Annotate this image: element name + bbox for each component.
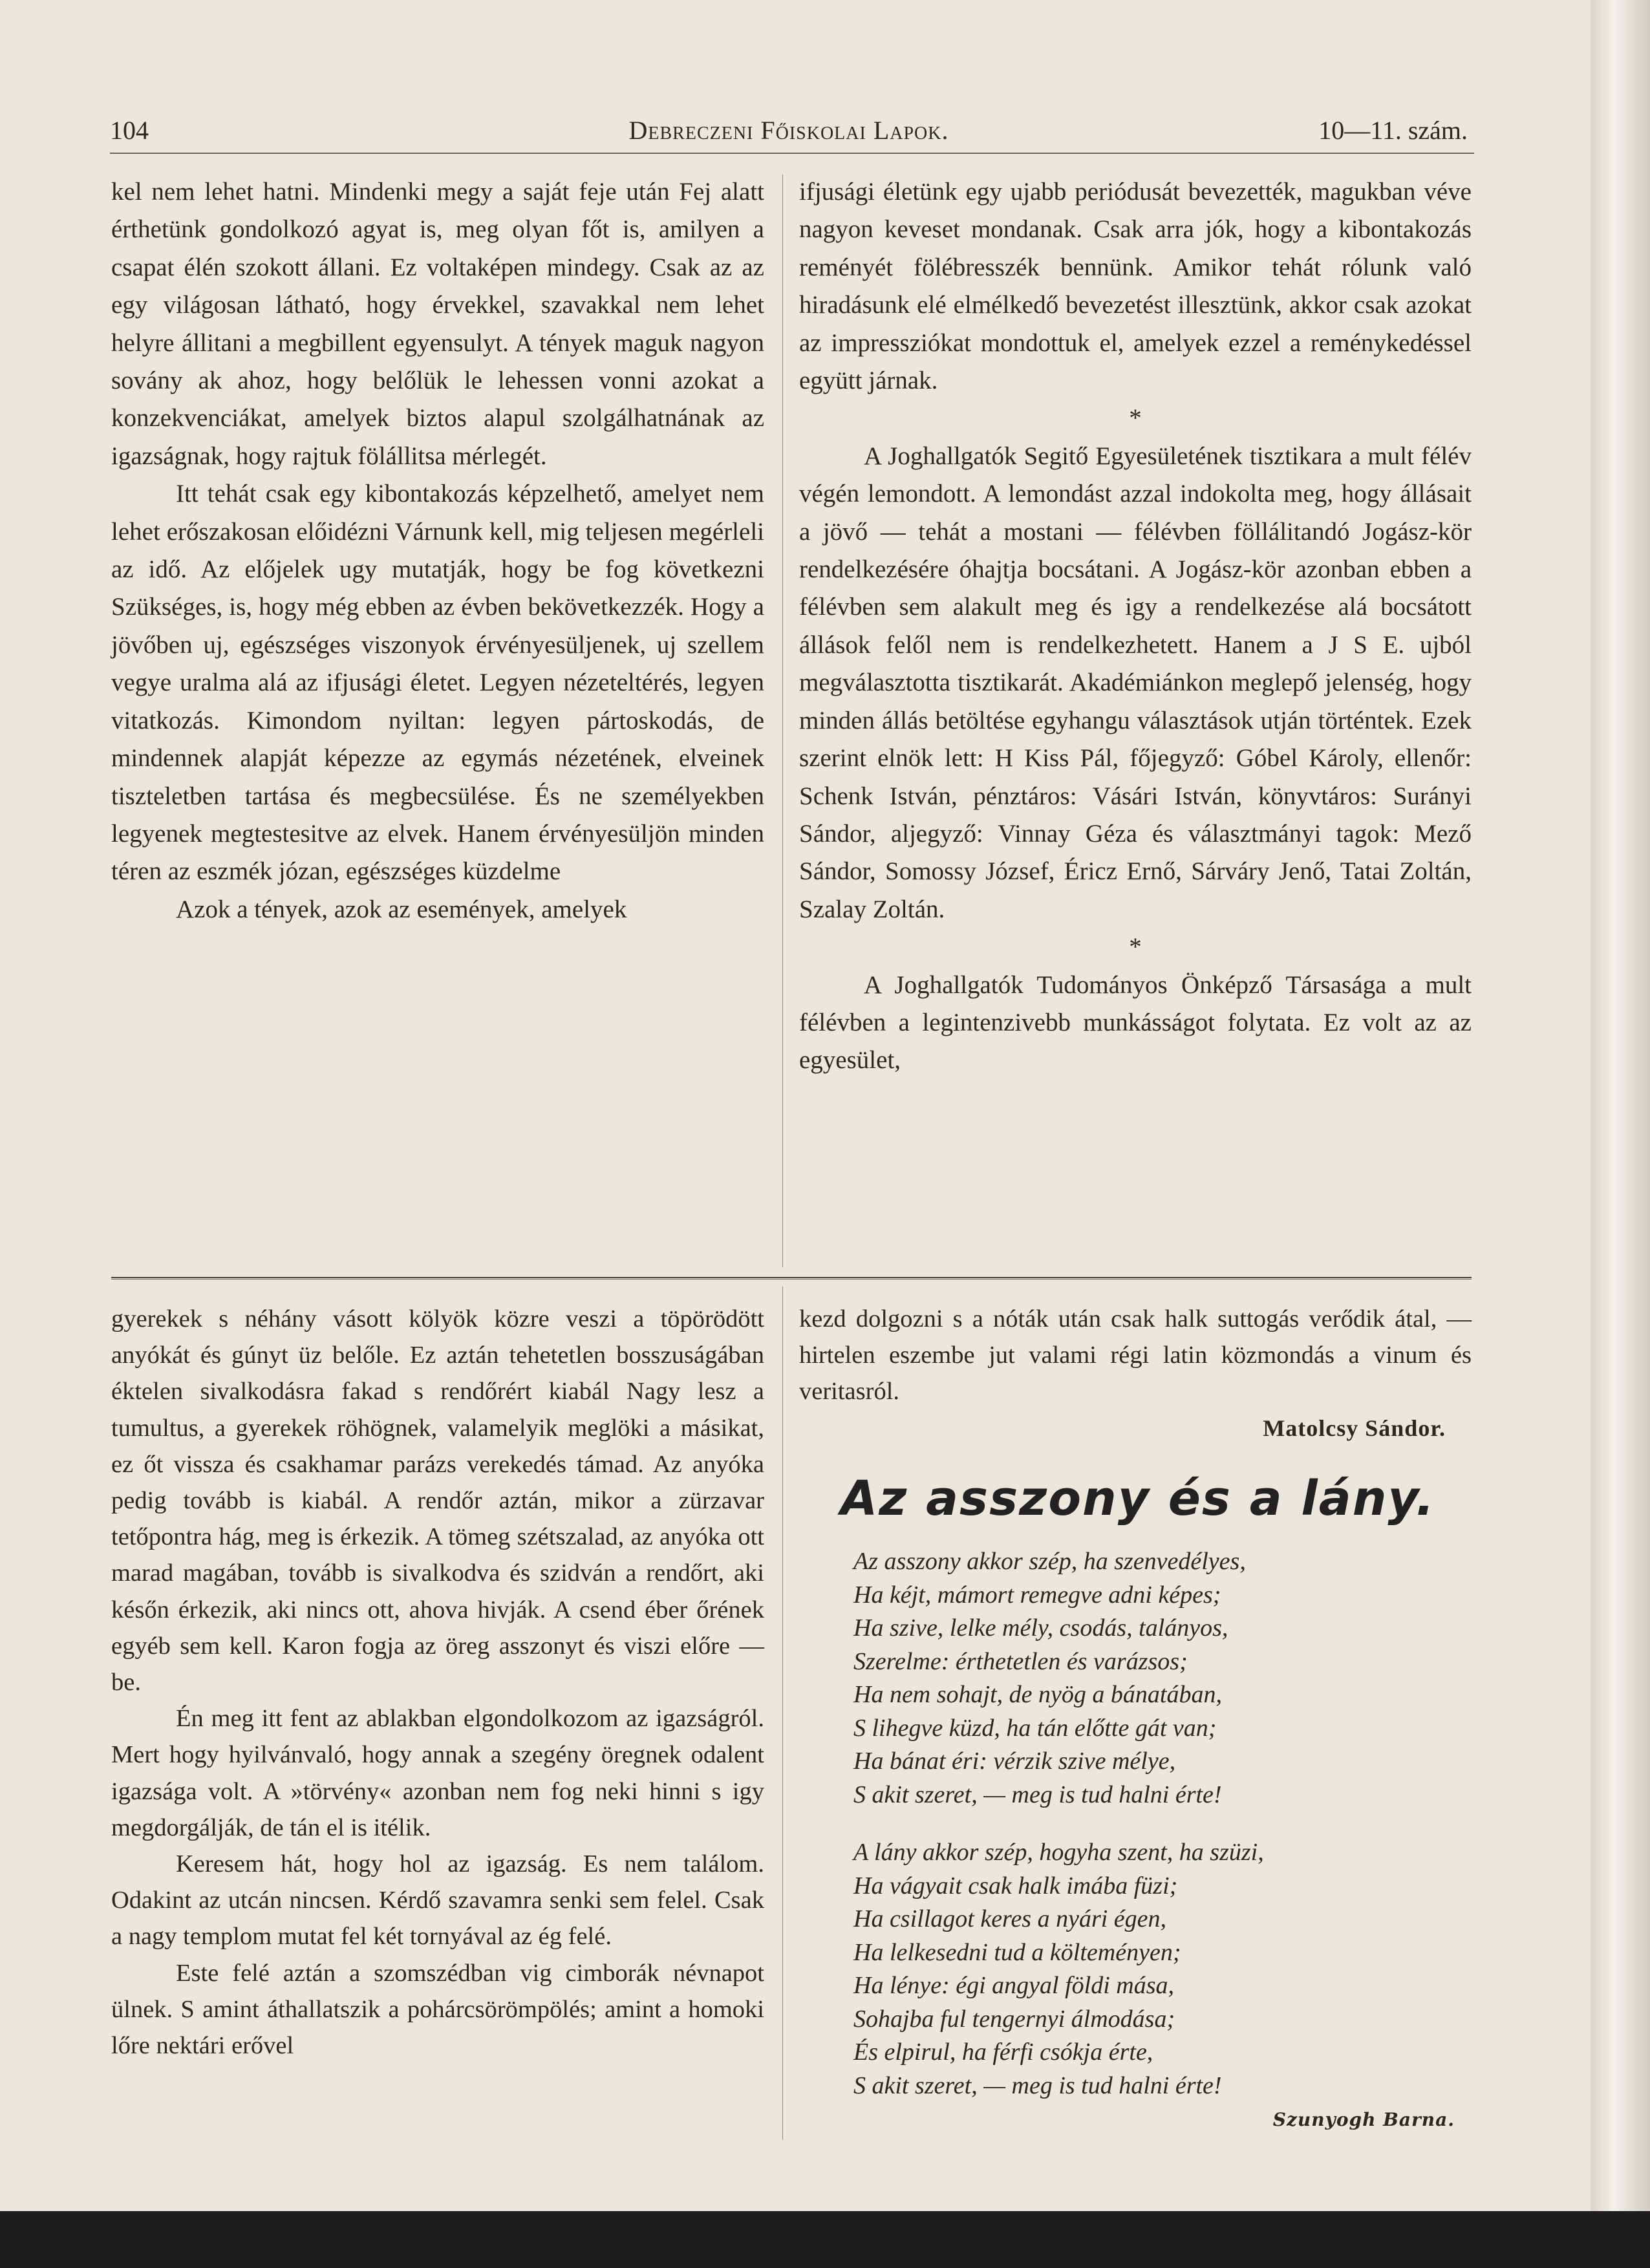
poem-line: Ha lelkesedni tud a költeményen; bbox=[853, 1938, 1181, 1966]
paragraph: kel nem lehet hatni. Mindenki megy a saját feje után Fej alatt érthetünk gondolkozó agyat is, meg olyan főt is, amilyen a csapat élén szokott állani. Ez voltaképen mindegy. Csak az az egy világosan látható, hogy érvekkel, szavakkal nem lehet helyre állitani a megbillent egyensulyt. A tények maguk nagyon sovány ak ahoz, hogy belőlük le lehessen vonni azokat a konzekvenciákat, amelyek biztos alapul szolgálhatnának az igazságnak, hogy rajtuk fölállitsa mérlegét. bbox=[111, 178, 764, 470]
upper-left-column bbox=[111, 173, 764, 928]
header-rule bbox=[110, 153, 1474, 154]
poem-line: Ha bánat éri: vérzik szive mélye, bbox=[853, 1748, 1176, 1775]
poem-signature: Szunyogh Barna. bbox=[1272, 2109, 1455, 2130]
column-divider bbox=[782, 1287, 783, 2140]
paragraph: Itt tehát csak egy kibontakozás képzelhető, amelyet nem lehet erőszakosan előidézni Várnunk kell, mig teljesen megérleli az idő. Az előjelek ugy mutatják, hogy be fog következni Szükséges, is, hogy még ebben az évben bekövetkezzék. Hogy a jövőben uj, egészséges viszonyok érvényesüljenek, uj szellem vegye uralma alá az ifjusági életet. Legyen nézeteltérés, legyen vitatkozás. Kimondom nyiltan: legyen pártoskodás, de mindennek alapját képezze az egymás nézetének, elveinek tiszteletben tartása és megbecsülése. És ne személyekben legyenek megtestesitve az elvek. Hanem érvényesüljön minden téren az eszmék józan, egészséges küzdelme bbox=[111, 480, 764, 886]
poem-line: Az asszony akkor szép, ha szenvedélyes, bbox=[853, 1548, 1246, 1575]
poem-line: Sohajba ful tengernyi álmodása; bbox=[853, 2005, 1175, 2033]
poem-line: Ha vágyait csak halk imába füzi; bbox=[853, 1872, 1178, 1899]
section-separator: * bbox=[1129, 404, 1142, 433]
publication-title: Debreczeni Főiskolai Lapok. bbox=[628, 116, 949, 145]
page-number: 104 bbox=[110, 116, 149, 145]
lower-right-column bbox=[799, 1301, 1472, 1446]
page-edge-shadow bbox=[1591, 0, 1650, 2268]
poem-stanza bbox=[853, 1836, 1474, 2102]
paragraph: Keresem hát, hogy hol az igazság. Es nem találom. Odakint az utcán nincsen. Kérdő szavamra senki sem felel. Csak a nagy templom mutat fel két tornyával az ég felé. bbox=[111, 1850, 764, 1951]
paragraph: Én meg itt fent az ablakban elgondolkozom az igazságról. Mert hogy hyilvánvaló, hogy annak a szegény öregnek odalent igazsága volt. A »törvény« azonban nem fog neki hinni s igy megdorgálják, de tán el is itélik. bbox=[111, 1705, 764, 1841]
poem-line: Ha nem sohajt, de nyög a bánatában, bbox=[853, 1681, 1222, 1708]
poem-line: Ha szive, lelke mély, csodás, talányos, bbox=[853, 1614, 1228, 1642]
paragraph: kezd dolgozni s a nóták után csak halk suttogás verődik átal, — hirtelen eszembe jut valami régi latin közmondás a vinum és veritasról. bbox=[799, 1305, 1472, 1406]
paragraph: A Joghallgatók Tudományos Önképző Társasága a mult félévben a legintenzivebb munkásságot folytata. Ez volt az az egyesület, bbox=[799, 970, 1472, 1075]
paragraph: gyerekek s néhány vásott kölyök közre veszi a töpörödött anyókát és gúnyt üz belőle. Ez aztán tehetetlen bosszuságában éktelen sivalkodásra fakad s rendőrért kiabál Nagy lesz a tumultus, a gyerekek röhögnek, valamelyik meglöki a másikat, ez őt vissza és csakhamar parázs verekedés támad. Az anyóka pedig tovább is kiabál. A rendőr aztán, mikor a zürzavar tetőpontra hág, meg is érkezik. A tömeg szétszalad, az anyóka ott marad magában, tovább is sivalkodva és szidván a rendőrt, aki későn érkezik, aki nincs ott, ahova hivják. A csend éber őrének egyéb sem kell. Karon fogja az öreg asszonyt és viszi előre — be. bbox=[111, 1305, 764, 1696]
paragraph: A Joghallgatók Segitő Egyesületének tisztikara a mult félév végén lemondott. A lemondást azzal indokolta meg, hogy állásait a jövő — tehát a mostani — félévben föllálitandó Jogász-kör rendelkezésére óhajtja bocsátani. A Jogász-kör azonban ebben a félévben sem alakult meg és igy a rendelkezése alá bocsátott állások felől nem is rendelkezhetett. Hanem a J S E. ujból megválasztotta tisztikarát. Akadémiánkon meglepő jelenség, hogy minden állás betöltése egyhangu választások utján történtek. Ezek szerint elnök lett: H Kiss Pál, főjegyző: Góbel Károly, ellenőr: Schenk István, pénztáros: Vásári István, könyvtáros: Surányi Sándor, aljegyző: Vinnay Géza és választmányi tagok: Mező Sándor, Somossy József, Éricz Ernő, Sárváry Jenő, Tatai Zoltán, Szalay Zoltán. bbox=[799, 442, 1472, 923]
column-divider bbox=[782, 175, 783, 1267]
poem-line: S lihegve küzd, ha tán előtte gát van; bbox=[853, 1714, 1217, 1742]
issue-number: 10—11. szám. bbox=[1318, 116, 1468, 145]
paragraph: Este felé aztán a szomszédban vig cimborák névnapot ülnek. S amint áthallatszik a pohárcsörömpölés; amint a homoki lőre nektári erővel bbox=[111, 1959, 764, 2060]
poem-line: Szerelme: érthetetlen és varázsos; bbox=[853, 1647, 1188, 1675]
poem-title: Az asszony és a lány. bbox=[841, 1471, 1435, 1526]
poem-line: Ha csillagot keres a nyári égen, bbox=[853, 1905, 1167, 1932]
paragraph: ifjusági életünk egy ujabb periódusát bevezették, magukban véve nagyon keveset mondanak. Csak arra jók, hogy a kibontakozás reményét fölébresszék bennünk. Amikor tehát rólunk való hiradásunk elé elmélkedő bevezetést illesztünk, akkor csak azokat az impressziókat mondottuk el, amelyek ezzel a reménykedéssel együtt járnak. bbox=[799, 178, 1472, 395]
lower-left-column bbox=[111, 1301, 764, 2064]
poem-stanza bbox=[853, 1545, 1474, 1812]
poem-line: És elpirul, ha férfi csókja érte, bbox=[853, 2038, 1153, 2066]
upper-right-column bbox=[799, 173, 1472, 1080]
section-separator: * bbox=[1129, 933, 1142, 961]
author-signature: Matolcsy Sándor. bbox=[1263, 1415, 1446, 1441]
paragraph: Azok a tények, azok az események, amelyek bbox=[176, 895, 627, 923]
scan-bottom-edge bbox=[0, 2211, 1650, 2268]
poem-line: Ha kéjt, mámort remegve adni képes; bbox=[853, 1581, 1221, 1609]
poem-line: A lány akkor szép, hogyha szent, ha szüzi, bbox=[853, 1839, 1264, 1866]
poem-line: Ha lénye: égi angyal földi mása, bbox=[853, 1972, 1175, 1999]
poem-line: S akit szeret, — meg is tud halni érte! bbox=[853, 2071, 1222, 2099]
poem-line: S akit szeret, — meg is tud halni érte! bbox=[853, 1781, 1222, 1808]
horizontal-divider bbox=[111, 1277, 1472, 1279]
page-header bbox=[110, 115, 1468, 154]
